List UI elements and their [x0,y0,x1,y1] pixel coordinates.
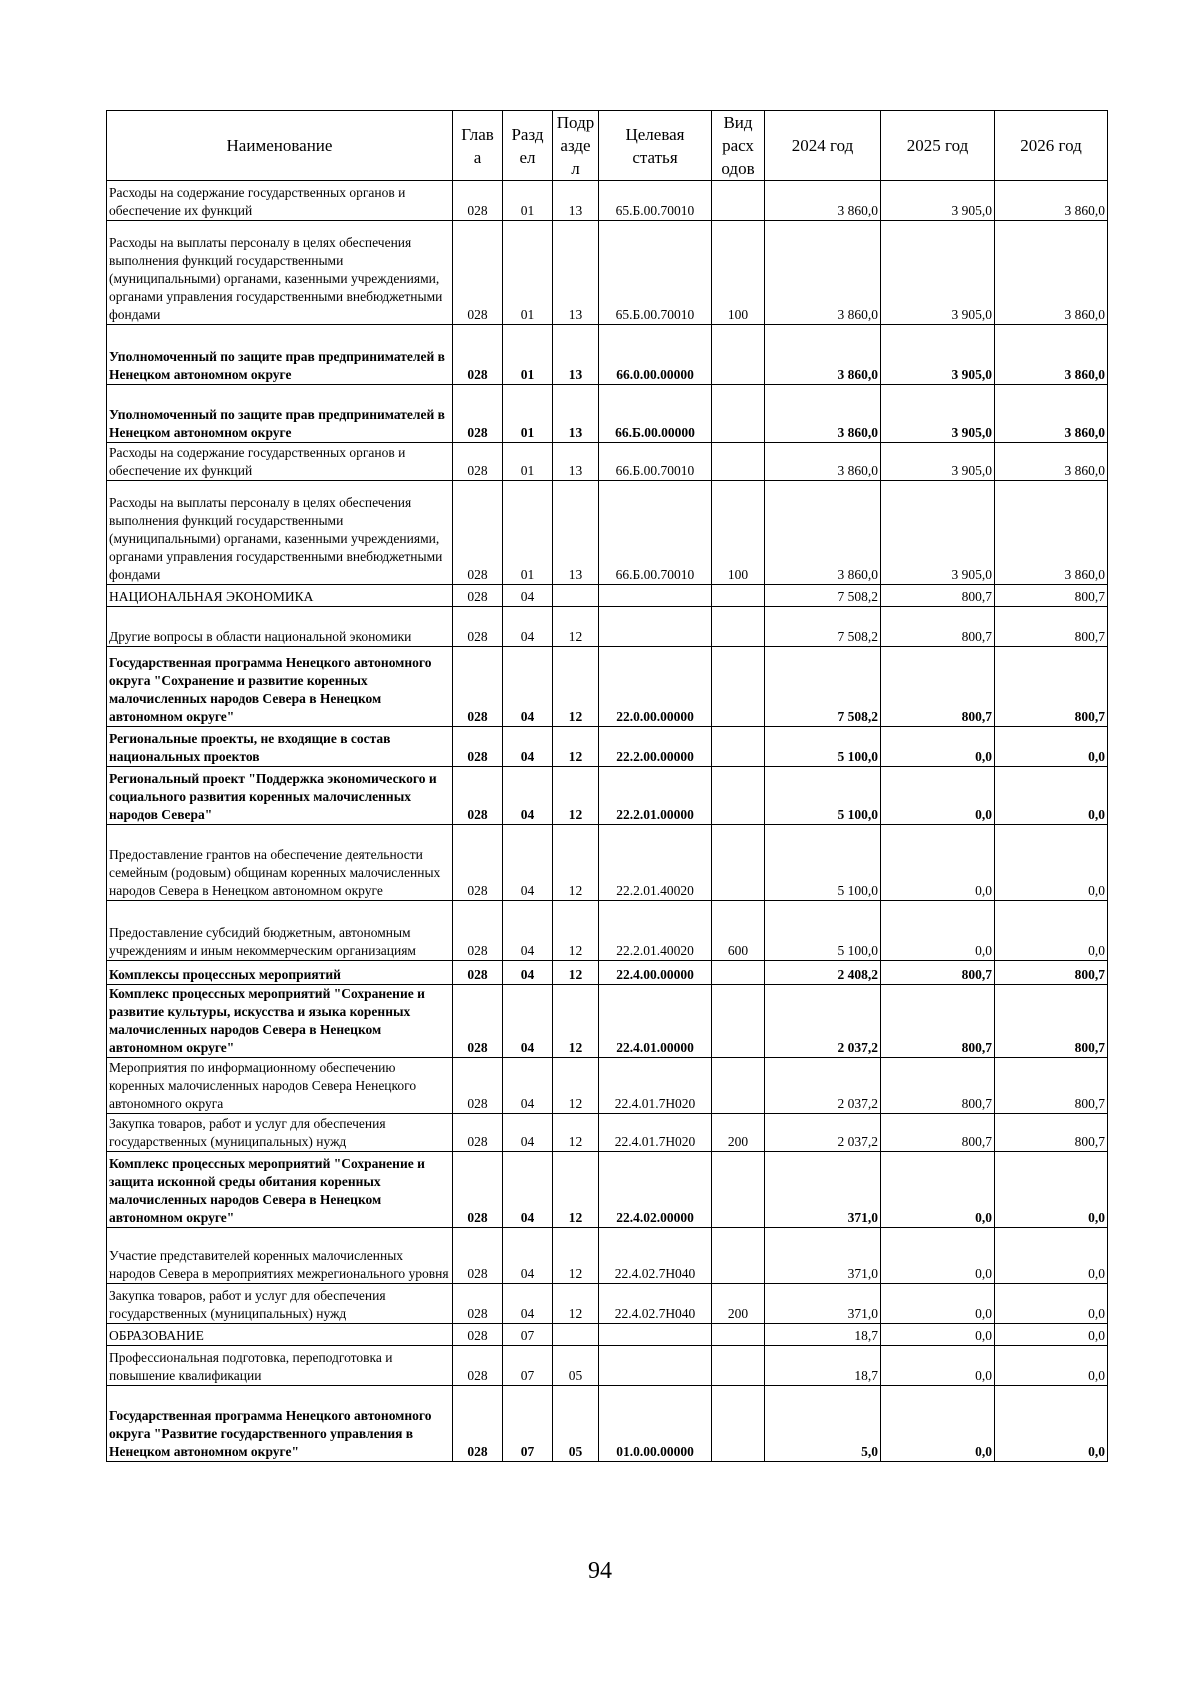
cell-podrazdel: 13 [553,221,599,325]
cell-name: Мероприятия по информационному обеспечению коренных малочисленных народов Севера Ненецкого автономного округа [107,1058,453,1114]
cell-y2024: 3 860,0 [765,325,881,385]
cell-vid [712,1346,765,1386]
cell-razdel: 04 [503,1152,553,1228]
cell-target: 22.2.01.40020 [599,901,712,961]
table-row [107,901,1108,961]
cell-razdel: 07 [503,1386,553,1462]
cell-podrazdel: 12 [553,825,599,901]
cell-y2026: 0,0 [995,1228,1108,1284]
cell-vid: 200 [712,1114,765,1152]
cell-podrazdel: 12 [553,727,599,767]
cell-glava: 028 [453,1386,503,1462]
cell-y2025: 3 905,0 [881,481,995,585]
cell-glava: 028 [453,325,503,385]
cell-podrazdel: 13 [553,181,599,221]
cell-y2026: 0,0 [995,727,1108,767]
cell-target: 66.0.00.00000 [599,325,712,385]
cell-y2025: 0,0 [881,1284,995,1324]
cell-y2025: 0,0 [881,767,995,825]
cell-y2025: 0,0 [881,1386,995,1462]
cell-name: Расходы на выплаты персоналу в целях обеспечения выполнения функций государственными (муниципальными) органами, казенными учреждениями, органами управления государственными внебюджетными фондами [107,221,453,325]
cell-y2026: 3 860,0 [995,325,1108,385]
table-row [107,181,1108,221]
table-row [107,1386,1108,1462]
cell-vid [712,325,765,385]
cell-podrazdel: 05 [553,1346,599,1386]
cell-razdel: 01 [503,481,553,585]
cell-name: НАЦИОНАЛЬНАЯ ЭКОНОМИКА [107,585,453,607]
cell-y2024: 7 508,2 [765,647,881,727]
cell-target: 22.4.02.7Н040 [599,1284,712,1324]
cell-glava: 028 [453,443,503,481]
budget-table [106,110,1108,1462]
cell-target: 22.4.01.00000 [599,985,712,1058]
cell-target [599,607,712,647]
cell-y2026: 800,7 [995,647,1108,727]
cell-name: Расходы на выплаты персоналу в целях обеспечения выполнения функций государственными (муниципальными) органами, казенными учреждениями, органами управления государственными внебюджетными фондами [107,481,453,585]
cell-y2025: 0,0 [881,901,995,961]
cell-y2024: 5 100,0 [765,901,881,961]
cell-y2024: 5 100,0 [765,727,881,767]
cell-glava: 028 [453,1228,503,1284]
table-row [107,1284,1108,1324]
cell-y2024: 18,7 [765,1324,881,1346]
cell-vid [712,767,765,825]
cell-glava: 028 [453,585,503,607]
cell-y2024: 5,0 [765,1386,881,1462]
table-row [107,727,1108,767]
cell-vid [712,985,765,1058]
cell-y2025: 3 905,0 [881,385,995,443]
table-row [107,1058,1108,1114]
cell-y2024: 2 408,2 [765,961,881,985]
cell-podrazdel: 13 [553,481,599,585]
cell-y2025: 3 905,0 [881,443,995,481]
cell-podrazdel [553,1324,599,1346]
cell-glava: 028 [453,901,503,961]
cell-vid [712,825,765,901]
cell-y2026: 0,0 [995,1324,1108,1346]
cell-target: 22.0.00.00000 [599,647,712,727]
cell-y2026: 3 860,0 [995,443,1108,481]
cell-target: 22.2.00.00000 [599,727,712,767]
table-row [107,443,1108,481]
cell-y2025: 3 905,0 [881,325,995,385]
cell-y2026: 800,7 [995,961,1108,985]
cell-name: Государственная программа Ненецкого автономного округа "Развитие государственного управления в Ненецком автономном округе" [107,1386,453,1462]
cell-y2026: 0,0 [995,901,1108,961]
cell-glava: 028 [453,767,503,825]
cell-glava: 028 [453,385,503,443]
cell-glava: 028 [453,221,503,325]
cell-y2025: 800,7 [881,607,995,647]
cell-target: 22.4.01.7Н020 [599,1114,712,1152]
cell-glava: 028 [453,1114,503,1152]
cell-podrazdel: 12 [553,901,599,961]
cell-razdel: 04 [503,1058,553,1114]
cell-y2024: 7 508,2 [765,585,881,607]
page-number: 94 [588,1558,612,1584]
cell-podrazdel: 12 [553,1152,599,1228]
cell-glava: 028 [453,1058,503,1114]
cell-y2026: 3 860,0 [995,221,1108,325]
cell-target [599,1346,712,1386]
cell-y2024: 5 100,0 [765,767,881,825]
cell-name: Государственная программа Ненецкого автономного округа "Сохранение и развитие коренных малочисленных народов Севера в Ненецком автономном округе" [107,647,453,727]
cell-podrazdel: 12 [553,647,599,727]
cell-y2024: 3 860,0 [765,481,881,585]
cell-target: 65.Б.00.70010 [599,181,712,221]
cell-y2025: 800,7 [881,647,995,727]
cell-razdel: 04 [503,1284,553,1324]
cell-target: 22.4.00.00000 [599,961,712,985]
table-row [107,385,1108,443]
header-name: Наименование [107,111,453,181]
cell-glava: 028 [453,825,503,901]
header-2024: 2024 год [765,111,881,181]
table-row [107,1152,1108,1228]
cell-razdel: 07 [503,1346,553,1386]
cell-razdel: 04 [503,647,553,727]
cell-y2024: 3 860,0 [765,221,881,325]
cell-glava: 028 [453,985,503,1058]
cell-podrazdel: 12 [553,1058,599,1114]
cell-razdel: 01 [503,181,553,221]
cell-vid [712,1386,765,1462]
cell-razdel: 04 [503,961,553,985]
cell-vid: 600 [712,901,765,961]
cell-y2026: 0,0 [995,767,1108,825]
cell-razdel: 04 [503,1114,553,1152]
cell-vid [712,181,765,221]
header-2025: 2025 год [881,111,995,181]
cell-razdel: 04 [503,901,553,961]
cell-name: Уполномоченный по защите прав предпринимателей в Ненецком автономном округе [107,385,453,443]
cell-target [599,1324,712,1346]
cell-podrazdel: 05 [553,1386,599,1462]
cell-y2026: 3 860,0 [995,385,1108,443]
cell-name: Закупка товаров, работ и услуг для обеспечения государственных (муниципальных) нужд [107,1114,453,1152]
cell-y2025: 0,0 [881,1346,995,1386]
cell-y2024: 5 100,0 [765,825,881,901]
cell-vid [712,607,765,647]
cell-y2026: 3 860,0 [995,481,1108,585]
cell-name: Участие представителей коренных малочисленных народов Севера в мероприятиях межрегионального уровня [107,1228,453,1284]
cell-vid [712,727,765,767]
cell-target: 22.4.02.7Н040 [599,1228,712,1284]
cell-name: Региональный проект "Поддержка экономического и социального развития коренных малочисленных народов Севера" [107,767,453,825]
cell-name: Уполномоченный по защите прав предпринимателей в Ненецком автономном округе [107,325,453,385]
cell-y2025: 800,7 [881,985,995,1058]
cell-razdel: 01 [503,443,553,481]
cell-vid [712,443,765,481]
cell-podrazdel: 13 [553,325,599,385]
cell-podrazdel: 13 [553,443,599,481]
header-row [107,111,1108,181]
cell-name: Закупка товаров, работ и услуг для обеспечения государственных (муниципальных) нужд [107,1284,453,1324]
header-razdel: Разд ел [503,111,553,181]
cell-target: 22.4.01.7Н020 [599,1058,712,1114]
table-row [107,1114,1108,1152]
cell-y2025: 3 905,0 [881,181,995,221]
cell-target [599,585,712,607]
cell-y2024: 3 860,0 [765,443,881,481]
cell-razdel: 01 [503,325,553,385]
cell-y2026: 3 860,0 [995,181,1108,221]
cell-target: 65.Б.00.70010 [599,221,712,325]
cell-glava: 028 [453,607,503,647]
cell-glava: 028 [453,1346,503,1386]
table-row [107,767,1108,825]
cell-name: ОБРАЗОВАНИЕ [107,1324,453,1346]
cell-vid: 200 [712,1284,765,1324]
cell-y2025: 800,7 [881,961,995,985]
cell-razdel: 04 [503,767,553,825]
header-glava: Глав а [453,111,503,181]
cell-y2026: 0,0 [995,1346,1108,1386]
cell-vid [712,961,765,985]
cell-target: 66.Б.00.00000 [599,385,712,443]
cell-podrazdel: 12 [553,767,599,825]
cell-target: 66.Б.00.70010 [599,481,712,585]
cell-vid: 100 [712,221,765,325]
table-row [107,1324,1108,1346]
cell-y2025: 800,7 [881,1114,995,1152]
cell-podrazdel: 12 [553,1114,599,1152]
cell-y2024: 371,0 [765,1228,881,1284]
cell-glava: 028 [453,647,503,727]
cell-podrazdel [553,585,599,607]
cell-y2024: 2 037,2 [765,1114,881,1152]
cell-y2025: 3 905,0 [881,221,995,325]
cell-vid [712,1324,765,1346]
cell-razdel: 01 [503,221,553,325]
cell-vid: 100 [712,481,765,585]
cell-name: Комплексы процессных мероприятий [107,961,453,985]
cell-vid [712,1228,765,1284]
cell-vid [712,647,765,727]
cell-y2026: 0,0 [995,1152,1108,1228]
cell-razdel: 04 [503,985,553,1058]
cell-podrazdel: 12 [553,607,599,647]
cell-y2024: 7 508,2 [765,607,881,647]
cell-razdel: 04 [503,825,553,901]
cell-y2025: 0,0 [881,1152,995,1228]
table-row [107,481,1108,585]
header-2026: 2026 год [995,111,1108,181]
table-row [107,647,1108,727]
table-row [107,585,1108,607]
table-row [107,1228,1108,1284]
cell-podrazdel: 12 [553,985,599,1058]
cell-y2025: 0,0 [881,727,995,767]
cell-y2025: 800,7 [881,1058,995,1114]
cell-glava: 028 [453,1324,503,1346]
cell-target: 22.2.01.00000 [599,767,712,825]
cell-target: 22.2.01.40020 [599,825,712,901]
cell-name: Комплекс процессных мероприятий "Сохранение и развитие культуры, искусства и языка коренных малочисленных народов Севера в Ненецком автономном округе" [107,985,453,1058]
cell-y2026: 0,0 [995,1386,1108,1462]
cell-razdel: 04 [503,1228,553,1284]
cell-y2026: 0,0 [995,825,1108,901]
cell-y2024: 2 037,2 [765,985,881,1058]
table-row [107,221,1108,325]
cell-razdel: 04 [503,585,553,607]
cell-target: 22.4.02.00000 [599,1152,712,1228]
cell-glava: 028 [453,961,503,985]
table-row [107,607,1108,647]
header-podrazdel: Подр азде л [553,111,599,181]
cell-glava: 028 [453,481,503,585]
cell-target: 01.0.00.00000 [599,1386,712,1462]
cell-y2024: 3 860,0 [765,385,881,443]
cell-name: Региональные проекты, не входящие в состав национальных проектов [107,727,453,767]
cell-vid [712,1058,765,1114]
cell-y2024: 2 037,2 [765,1058,881,1114]
cell-podrazdel: 12 [553,1284,599,1324]
cell-vid [712,1152,765,1228]
cell-y2025: 0,0 [881,825,995,901]
cell-name: Предоставление грантов на обеспечение деятельности семейным (родовым) общинам коренных малочисленных народов Севера в Ненецком автономном округе [107,825,453,901]
cell-name: Другие вопросы в области национальной экономики [107,607,453,647]
cell-y2026: 800,7 [995,607,1108,647]
table-row [107,825,1108,901]
cell-y2026: 800,7 [995,985,1108,1058]
cell-glava: 028 [453,1152,503,1228]
header-target: Целевая статья [599,111,712,181]
cell-podrazdel: 12 [553,1228,599,1284]
cell-y2024: 3 860,0 [765,181,881,221]
cell-name: Расходы на содержание государственных органов и обеспечение их функций [107,443,453,481]
cell-razdel: 07 [503,1324,553,1346]
cell-vid [712,385,765,443]
table-row [107,961,1108,985]
cell-y2026: 0,0 [995,1284,1108,1324]
cell-razdel: 04 [503,607,553,647]
table-row [107,985,1108,1058]
cell-podrazdel: 13 [553,385,599,443]
cell-name: Предоставление субсидий бюджетным, автономным учреждениям и иным некоммерческим организациям [107,901,453,961]
cell-y2025: 800,7 [881,585,995,607]
cell-name: Расходы на содержание государственных органов и обеспечение их функций [107,181,453,221]
cell-y2024: 371,0 [765,1284,881,1324]
cell-name: Профессиональная подготовка, переподготовка и повышение квалификации [107,1346,453,1386]
cell-y2025: 0,0 [881,1228,995,1284]
cell-name: Комплекс процессных мероприятий "Сохранение и защита исконной среды обитания коренных малочисленных народов Севера в Ненецком автономном округе" [107,1152,453,1228]
table-row [107,325,1108,385]
cell-target: 66.Б.00.70010 [599,443,712,481]
cell-glava: 028 [453,727,503,767]
cell-y2026: 800,7 [995,1114,1108,1152]
cell-y2024: 18,7 [765,1346,881,1386]
table-body [107,181,1108,1462]
cell-razdel: 01 [503,385,553,443]
cell-y2025: 0,0 [881,1324,995,1346]
cell-y2024: 371,0 [765,1152,881,1228]
header-vid: Вид расх одов [712,111,765,181]
cell-podrazdel: 12 [553,961,599,985]
cell-glava: 028 [453,181,503,221]
cell-y2026: 800,7 [995,1058,1108,1114]
table-row [107,1346,1108,1386]
cell-razdel: 04 [503,727,553,767]
cell-glava: 028 [453,1284,503,1324]
cell-y2026: 800,7 [995,585,1108,607]
cell-vid [712,585,765,607]
